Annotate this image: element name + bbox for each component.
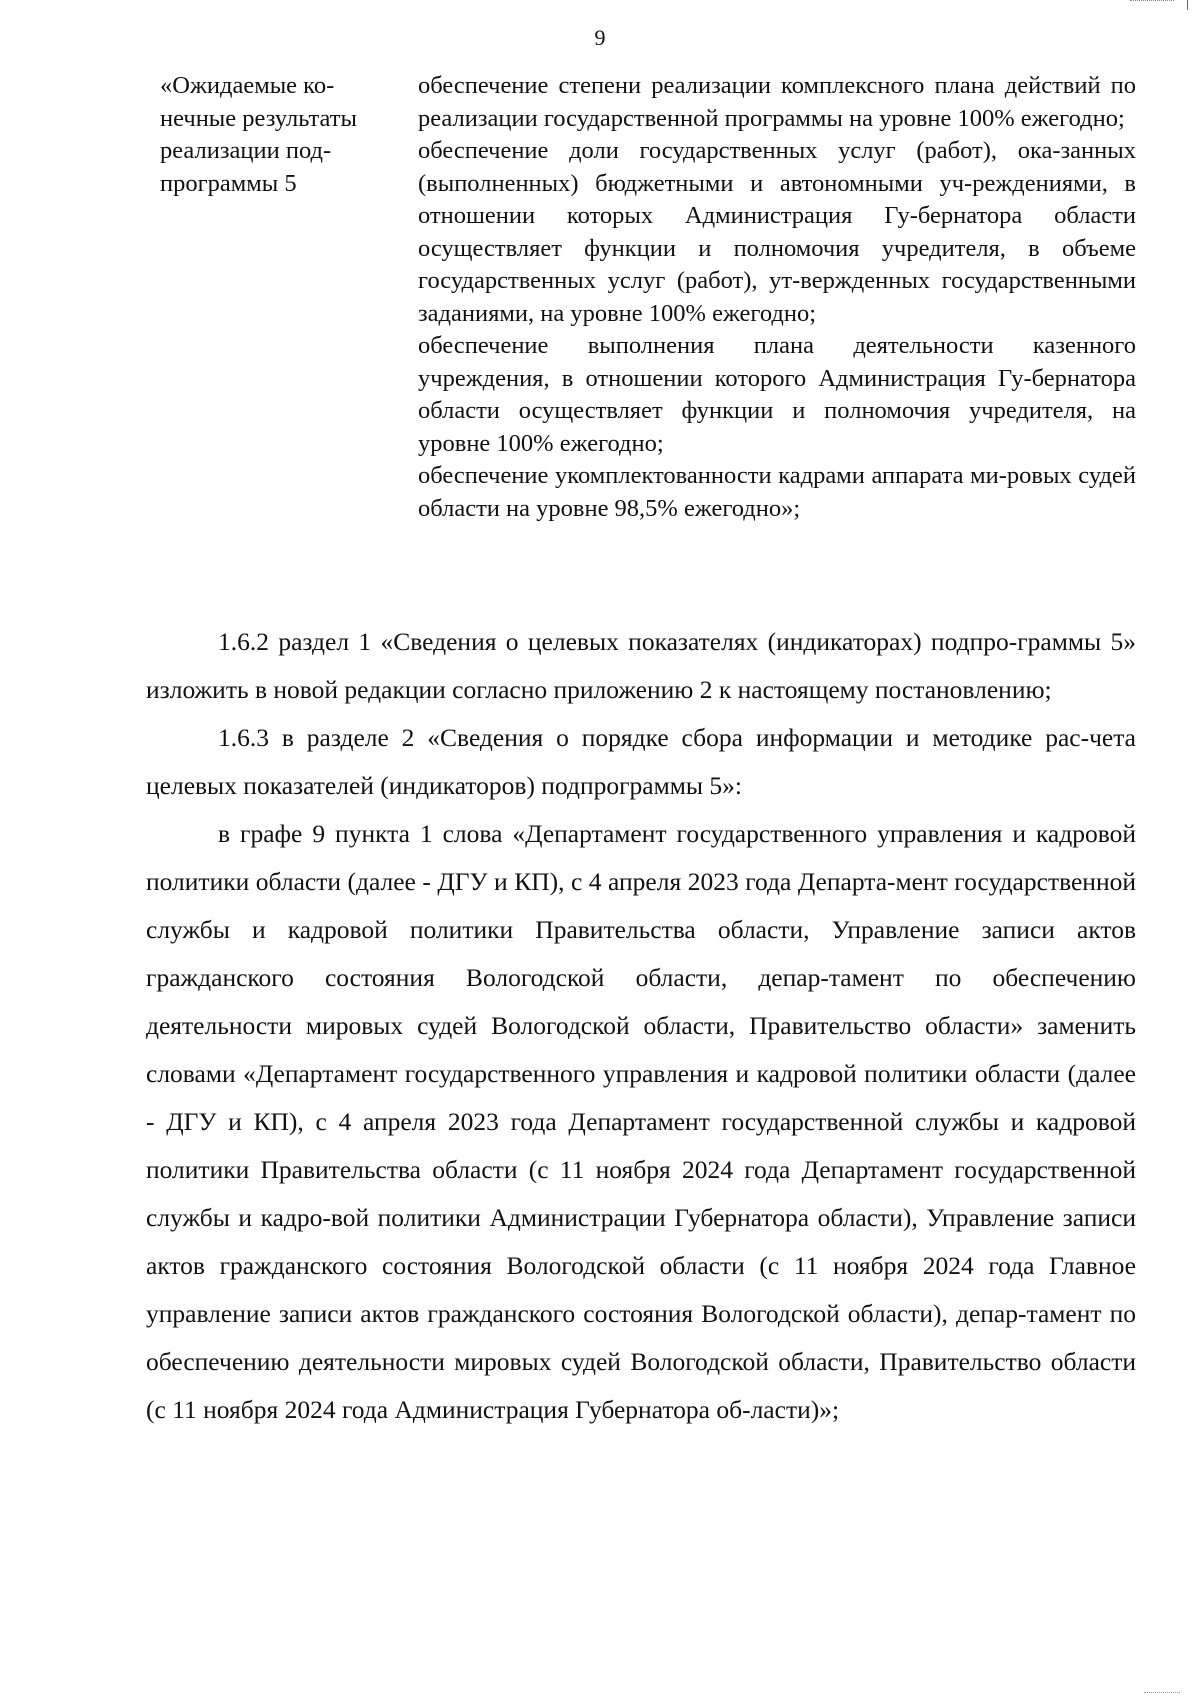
scan-edge-line (1187, 0, 1192, 10)
summary-item: обеспечение степени реализации комплексного плана действий по реализации государственной программы на уровне 100% ежегодно; (418, 72, 1136, 132)
scan-edge-mark (1130, 0, 1174, 3)
summary-label: «Ожидаемые ко-нечные результаты реализации под-программы 5 (160, 72, 357, 197)
body-text (146, 618, 1136, 1434)
page-number: 9 (594, 25, 606, 50)
paragraph-1-6-2: 1.6.2 раздел 1 «Сведения о целевых показателях (индикаторах) подпро-граммы 5» изложить в новой редакции согласно приложению 2 к настоящему постановлению; (146, 627, 1136, 704)
summary-item: обеспечение выполнения плана деятельности казенного учреждения, в отношении которого Администрация Гу-бернатора области осуществляет функции и полномочия учредителя, на уровне 100% ежегодно; (418, 332, 1136, 457)
summary-table (160, 70, 1136, 525)
summary-item: обеспечение доли государственных услуг (работ), ока-занных (выполненных) бюджетными и автономными уч-реждениями, в отношении которых Администрация Гу-бернатора области осуществляет функции и полномочия учредителя, в объеме государственных услуг (работ), ут-вержденных государственными заданиями, на уровне 100% ежегодно; (418, 137, 1136, 327)
summary-content (418, 70, 1136, 525)
paragraph-1-6-3: 1.6.3 в разделе 2 «Сведения о порядке сбора информации и методике рас-чета целевых показателей (индикаторов) подпрограммы 5»: (146, 723, 1136, 800)
scan-bottom-mark (1144, 1686, 1180, 1693)
summary-item: обеспечение укомплектованности кадрами аппарата ми-ровых судей области на уровне 98,5% ежегодно»; (418, 462, 1136, 522)
paragraph-graph-9: в графе 9 пункта 1 слова «Департамент государственного управления и кадровой политики области (далее - ДГУ и КП), с 4 апреля 2023 года Департа-мент государственной службы и кадровой политики Правительства области, Управление записи актов гражданского состояния Вологодской области, депар-тамент по обеспечению деятельности мировых судей Вологодской области, Правительство области» заменить словами «Департамент государственного управления и кадровой политики области (далее - ДГУ и КП), с 4 апреля 2023 года Департамент государственной службы и кадровой политики Правительства области (с 11 ноября 2024 года Департамент государственной службы и кадро-вой политики Администрации Губернатора области), Управление записи актов гражданского состояния Вологодской области (с 11 ноября 2024 года Главное управление записи актов гражданского состояния Вологодской области), депар-тамент по обеспечению деятельности мировых судей Вологодской области, Правительство области (с 11 ноября 2024 года Администрация Губернатора об-ласти)»; (146, 819, 1136, 1424)
